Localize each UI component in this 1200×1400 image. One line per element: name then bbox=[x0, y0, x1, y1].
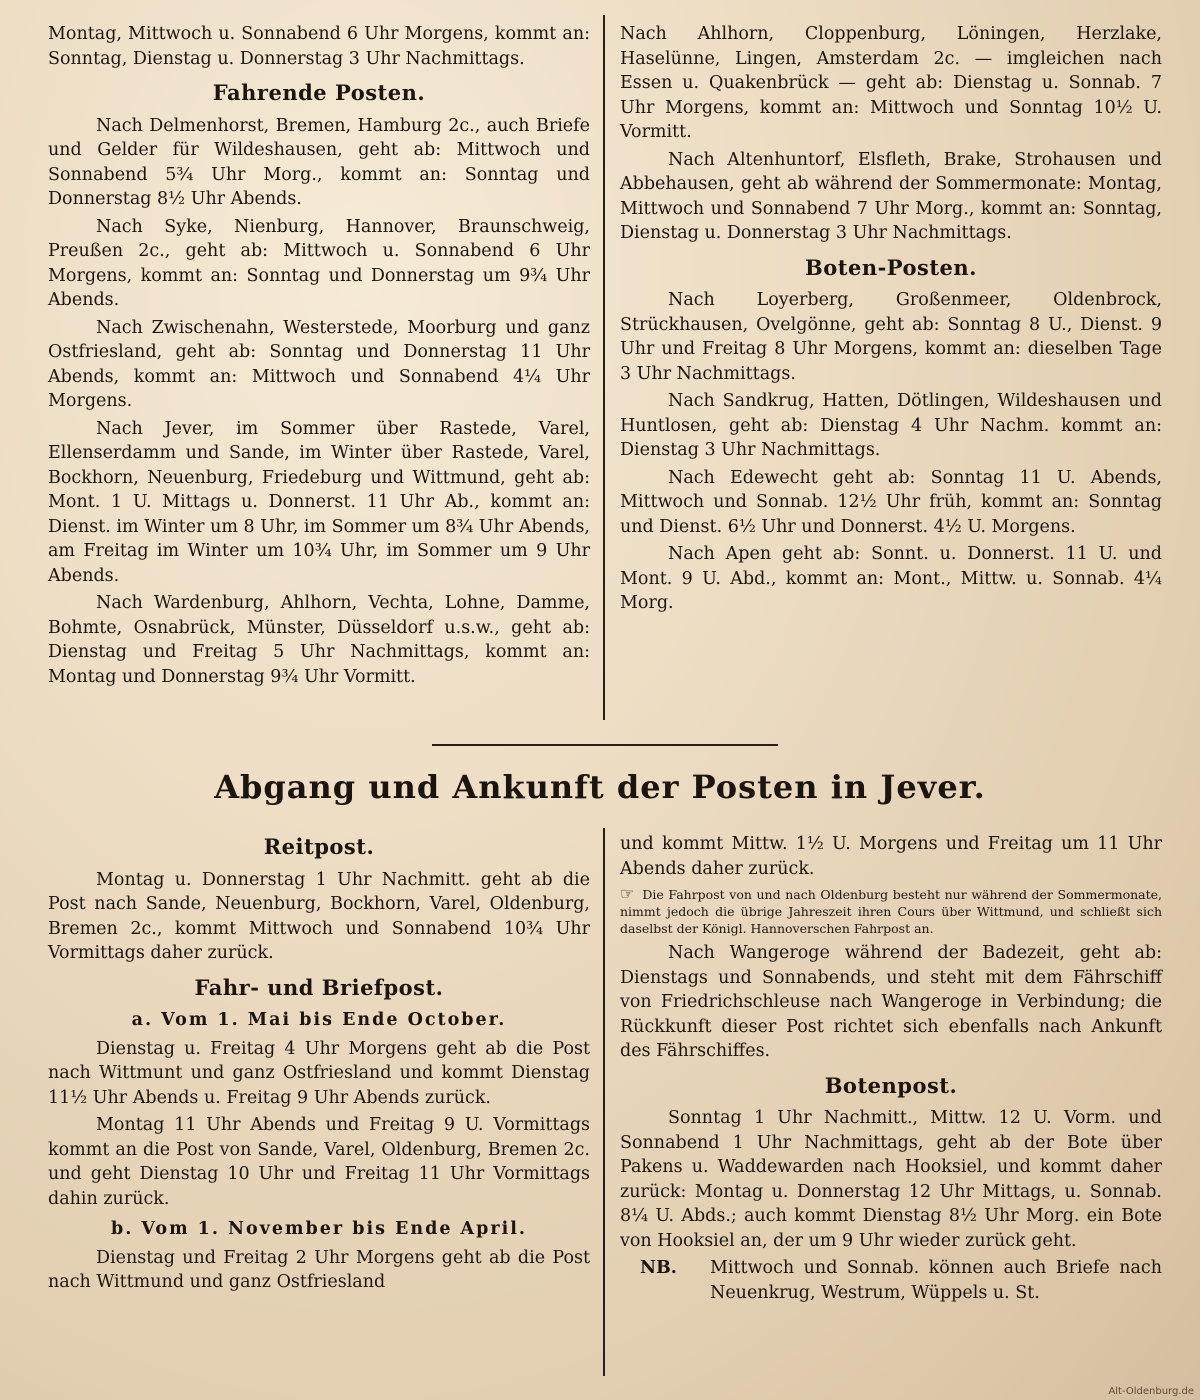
paragraph: Nach Edewecht geht ab: Sonntag 11 U. Abends, Mittwoch und Sonnab. 12½ Uhr früh, kommt an: Sonntag und Dienst. 6½ Uhr und Donnerst. 4½ U. Morgens. bbox=[620, 467, 1162, 537]
subheading: b. Vom 1. November bis Ende April. bbox=[111, 1219, 527, 1239]
nb-text: Mittwoch und Sonnab. können auch Briefe nach Neuenkrug, Westrum, Wüppels u. St. bbox=[710, 1258, 1162, 1303]
paragraph: Nach Wangeroge während der Badezeit, geht ab: Dienstags und Sonnabends, und steht mit dem Fährschiff von Friedrichschleuse nach Wangeroge in Verbindung; die Rückkunft dieser Post richtet sich ebenfalls nach Ankunft des Fährschiffes. bbox=[620, 943, 1162, 1061]
footnote bbox=[620, 885, 1162, 937]
paragraph: Dienstag u. Freitag 4 Uhr Morgens geht ab die Post nach Wittmunt und ganz Ostfriesland und kommt Dienstag 11½ Uhr Abends u. Freitag 9 Uhr Abends zurück. bbox=[48, 1038, 590, 1108]
paragraph: Nach Loyerberg, Großenmeer, Oldenbrock, Strückhausen, Ovelgönne, geht ab: Sonntag 8 U., Dienst. 9 Uhr und Freitag 8 Uhr Morgens, kommt an: dieselben Tage 3 Uhr Nachmittags. bbox=[620, 290, 1162, 384]
bottom-column-divider bbox=[603, 828, 605, 1376]
paragraph: Montag 11 Uhr Abends und Freitag 9 U. Vormittags kommt an die Post von Sande, Varel, Oldenburg, Bremen 2c. und geht Dienstag 10 Uhr und Freitag 11 Uhr Vormittags dahin zurück. bbox=[48, 1115, 590, 1209]
paragraph: Nach Wardenburg, Ahlhorn, Vechta, Lohne, Damme, Bohmte, Osnabrück, Münster, Düsseldorf u.s.w., geht ab: Dienstag und Freitag 5 Uhr Nachmittags, kommt an: Montag und Donnerstag 9¾ Uhr Vormitt. bbox=[48, 593, 590, 687]
paragraph: Nach Apen geht ab: Sonnt. u. Donnerst. 11 U. und Mont. 9 U. Abd., kommt an: Mont., Mittw. u. Sonnab. 4¼ Morg. bbox=[620, 544, 1162, 613]
top-left-column bbox=[48, 22, 590, 692]
pointing-hand-icon: ☞ bbox=[620, 884, 635, 903]
paragraph: Nach Sandkrug, Hatten, Dötlingen, Wildeshausen und Huntlosen, geht ab: Dienstag 4 Uhr Nachm. kommt an: Dienstag 3 Uhr Nachmittags. bbox=[620, 391, 1162, 460]
section-heading: Botenpost. bbox=[824, 1072, 958, 1098]
nb-paragraph bbox=[620, 1256, 1162, 1305]
subheading: a. Vom 1. Mai bis Ende October. bbox=[131, 1010, 507, 1030]
paragraph: Dienstag und Freitag 2 Uhr Morgens geht ab die Post nach Wittmund und ganz Ostfriesland bbox=[48, 1247, 590, 1292]
paragraph: Montag u. Donnerstag 1 Uhr Nachmitt. geht ab die Post nach Sande, Neuenburg, Bockhorn, Varel, Oldenburg, Bremen 2c., kommt Mittwoch und Sonnabend 10¾ Uhr Vormittags daher zurück. bbox=[48, 869, 590, 963]
section-heading: Fahr- und Briefpost. bbox=[194, 974, 444, 1000]
footnote-text: Die Fahrpost von und nach Oldenburg besteht nur während der Sommermonate, nimmt jedoch die übrige Jahreszeit ihren Cours über Wittmund, und schließt sich daselbst der Königl. Hannoverschen Fahrpost an. bbox=[620, 887, 1162, 936]
paragraph: Nach Ahlhorn, Cloppenburg, Löningen, Herzlake, Haselünne, Lingen, Amsterdam 2c. — imgleichen nach Essen u. Quakenbrück — geht ab: Dienstag u. Sonnab. 7 Uhr Morgens, kommt an: Mittwoch und Sonntag 10½ U. Vormitt. bbox=[620, 24, 1162, 142]
section-heading: Boten-Posten. bbox=[805, 254, 977, 280]
watermark: Alt-Oldenburg.de bbox=[1108, 1386, 1194, 1397]
paragraph: Montag, Mittwoch u. Sonnabend 6 Uhr Morgens, kommt an: Sonntag, Dienstag u. Donnerstag 3 Uhr Nachmittags. bbox=[48, 24, 590, 69]
paragraph: Nach Syke, Nienburg, Hannover, Braunschweig, Preußen 2c., geht ab: Mittwoch u. Sonnabend 6 Uhr Morgens, kommt an: Sonntag und Donnerstag um 9¾ Uhr Abends. bbox=[48, 216, 590, 310]
paragraph: und kommt Mittw. 1½ U. Morgens und Freitag um 11 Uhr Abends daher zurück. bbox=[620, 834, 1162, 879]
top-right-column bbox=[620, 22, 1162, 619]
bottom-left-column bbox=[48, 825, 590, 1298]
section-divider bbox=[432, 744, 778, 746]
paragraph: Sonntag 1 Uhr Nachmitt., Mittw. 12 U. Vorm. und Sonnabend 1 Uhr Nachmittags, geht ab der Bote über Pakens u. Waddewarden nach Hooksiel, und kommt daher zurück: Montag u. Donnerstag 12 Uhr Mittags, u. Sonnab. 8¼ U. Abds.; auch kommt Dienstag 8½ Uhr Morg. ein Bote von Hooksiel an, der um 9 Uhr wieder zurück geht. bbox=[620, 1108, 1162, 1251]
section-title: Abgang und Ankunft der Posten in Jever. bbox=[214, 768, 986, 806]
section-heading: Fahrende Posten. bbox=[212, 80, 426, 105]
paragraph: Nach Delmenhorst, Bremen, Hamburg 2c., auch Briefe und Gelder für Wildeshausen, geht ab: Mittwoch und Sonnabend 5¾ Uhr Morg., kommt an: Sonntag und Donnerstag 8½ Uhr Abends. bbox=[48, 115, 590, 209]
paragraph: Nach Jever, im Sommer über Rastede, Varel, Ellenserdamm und Sande, im Winter über Rastede, Varel, Bockhorn, Neuenburg, Friedeburg und Wittmund, geht ab: Mont. 1 U. Mittags u. Donnerst. 11 Uhr Ab., kommt an: Dienst. im Winter um 8 Uhr, im Sommer um 8¾ Uhr Abends, am Freitag im Winter um 10¾ Uhr, im Sommer um 9 Uhr Abends. bbox=[48, 418, 590, 586]
nb-label: NB. bbox=[640, 1258, 677, 1278]
paragraph: Nach Altenhuntorf, Elsfleth, Brake, Strohausen und Abbehausen, geht ab während der Sommermonate: Montag, Mittwoch und Sonnabend 7 Uhr Morg., kommt an: Sonntag, Dienstag u. Donnerstag 3 Uhr Nachmittags. bbox=[620, 149, 1162, 243]
section-heading: Reitpost. bbox=[263, 834, 375, 859]
top-column-divider bbox=[603, 15, 605, 720]
bottom-right-column bbox=[620, 832, 1162, 1308]
paragraph: Nach Zwischenahn, Westerstede, Moorburg und ganz Ostfriesland, geht ab: Sonntag und Donnerstag 11 Uhr Abends, kommt an: Mittwoch und Sonnabend 4¼ Uhr Morgens. bbox=[48, 317, 590, 411]
